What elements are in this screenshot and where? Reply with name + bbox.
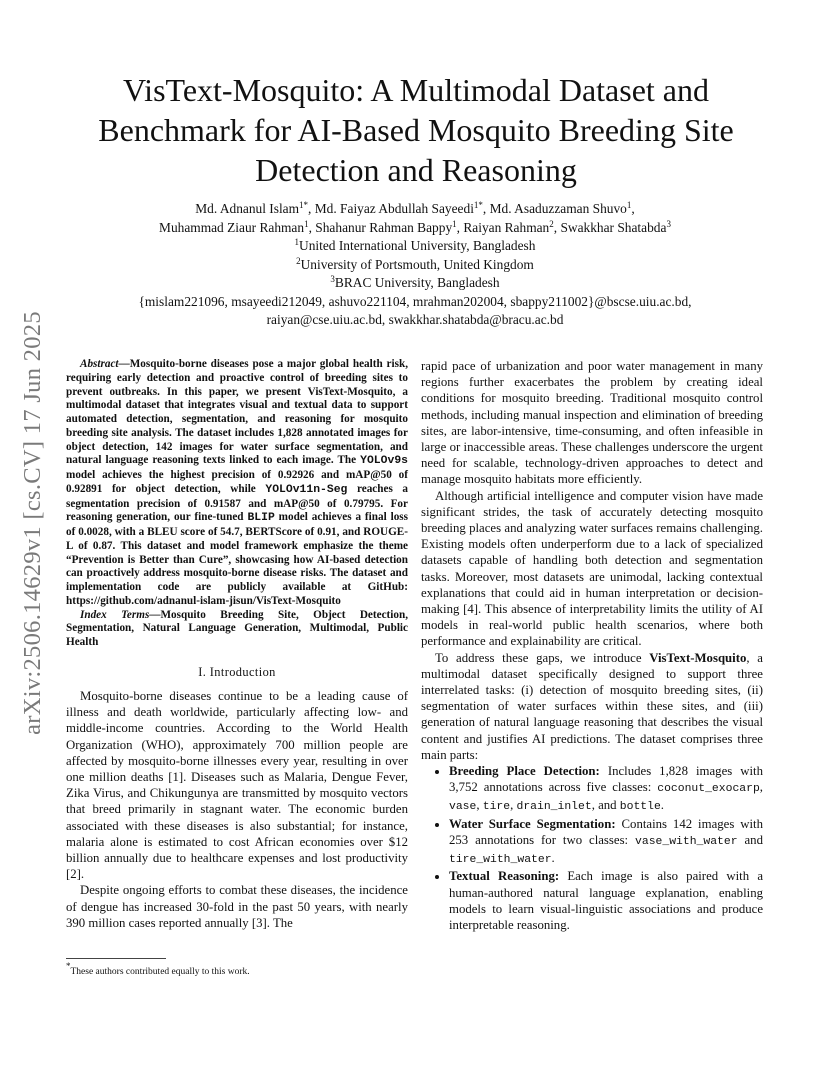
class-name: drain_inlet bbox=[516, 801, 592, 814]
author-name: Shahanur Rahman Bappy bbox=[315, 219, 453, 235]
author-affiliation-mark: 1 bbox=[626, 200, 632, 210]
intro-paragraph-3: rapid pace of urbanization and poor water management in many regions further exacerbates the problem by creating ideal conditions for mosquito breeding. Traditional mosquito control methods, including manual inspection and elimination of breeding sites, are labor-intensive, time-consuming, and often infeasible in large or inaccessible areas. These challenges underscore the urgent need for scalable, technology-driven approaches to detect and manage mosquito habitats more efficiently. bbox=[421, 359, 763, 487]
intro-paragraph-1: Mosquito-borne diseases continue to be a leading cause of illness and death worldwide, particularly affecting low- and middle-income countries. According to the World Health Organization (WHO), approximately 700 million people are affected by mosquito-borne illnesses every year, resulting in over one million deaths [1]. Diseases such as Malaria, Dengue Fever, Zika Virus, and Chikungunya are transmitted by mosquito vectors that breed primarily in stagnant water. The economic burden associated with these diseases is also substantial; for instance, malaria alone is estimated to cost African economies over $12 billion annually due to healthcare expenses and lost productivity [2]. bbox=[66, 688, 408, 882]
list-item-label: Textual Reasoning: bbox=[449, 869, 560, 884]
model-name: BLIP bbox=[247, 512, 275, 525]
author-affiliation-mark: 2 bbox=[549, 218, 554, 229]
index-terms bbox=[66, 609, 408, 650]
author-line-1: Md. Adnanul Islam$^{1*}$, Md. Faiyaz Abdullah Sayeedi$^{1*}$, Md. Asaduzzaman Shuvo$^1$, bbox=[195, 200, 635, 216]
intro-paragraph-2: Despite ongoing efforts to combat these diseases, the incidence of dengue has increased 30-fold in the past 50 years, with nearly 390 million cases reported annually [3]. The bbox=[66, 883, 408, 930]
separator: . bbox=[660, 798, 664, 813]
affiliation-2 bbox=[90, 256, 740, 275]
paragraph-text: To address these gaps, we introduce bbox=[435, 650, 650, 665]
intro-paragraph-5 bbox=[421, 650, 763, 763]
affiliation-mark: 1 bbox=[294, 237, 300, 247]
left-column bbox=[66, 358, 408, 931]
author-affiliation-mark: 1* bbox=[473, 200, 483, 210]
separator: , bbox=[759, 780, 763, 795]
list-item-label: Water Surface Segmentation: bbox=[449, 816, 616, 831]
abstract bbox=[66, 358, 408, 609]
section-heading-introduction: I. Introduction bbox=[198, 664, 276, 679]
separator: , and bbox=[591, 798, 620, 813]
author-affiliation-mark: 1 bbox=[452, 218, 457, 229]
author-affiliation-mark: 1* bbox=[299, 200, 309, 210]
author-name: Swakkhar Shatabda bbox=[560, 219, 667, 235]
list-item bbox=[449, 763, 763, 816]
footnote-mark: * bbox=[66, 961, 71, 971]
list-item-label: Breeding Place Detection: bbox=[449, 764, 600, 779]
affiliation-text: University of Portsmouth, United Kingdom bbox=[300, 256, 534, 272]
email-line-1: {mislam221096, msayeedi212049, ashuvo221104, mrahman202004, sbappy211002}@bscse.uiu.ac.bd, bbox=[138, 293, 692, 309]
class-name: tire bbox=[482, 801, 511, 814]
intro-paragraph-4: Although artificial intelligence and computer vision have made significant strides, the task of accurately detecting mosquito breeding places and analyzing water surfaces remains challenging. Existing models often underperform due to a lack of specialized datasets capable of handling both detection and segmentation tasks. Moreover, most datasets are unimodal, lacking contextual explanations that could aid in human interpretation or decision-making [4]. This absence of interpretability limits the utility of AI models in real-world public health scenarios, where both performance and explainability are critical. bbox=[421, 488, 763, 649]
class-name: vase_with_water bbox=[635, 835, 738, 848]
abstract-label: Abstract bbox=[80, 358, 119, 370]
affiliation-3 bbox=[90, 274, 740, 293]
separator: , bbox=[510, 798, 517, 813]
author-name: Raiyan Rahman bbox=[463, 219, 550, 235]
model-name: YOLOv11n-Seg bbox=[265, 483, 348, 496]
abstract-text: model achieves a final loss of 0.0028, with a BLEU score of 54.7, BERTScore of 0.91, and ROUGE-L of 0.87. This dataset and model framework emphasize the theme “Prevention is Better than Cure”, showcasing how AI-based detection can proactively address mosquito-borne disease risks. The dataset and implementation code are publicly available at GitHub: https://github.com/adnanul-islam-jisun/VisText-Mosquito bbox=[66, 511, 408, 607]
separator: and bbox=[737, 832, 763, 847]
email-line-2: raiyan@cse.uiu.ac.bd, swakkhar.shatabda@bracu.ac.bd bbox=[266, 312, 564, 327]
author-line-2: Muhammad Ziaur Rahman$^1$, Shahanur Rahman Bappy$^1$, Raiyan Rahman$^2$, Swakkhar Shatabda$^3$ bbox=[159, 218, 671, 235]
affiliation-text: United International University, Bangladesh bbox=[299, 238, 536, 253]
right-column bbox=[421, 358, 763, 933]
footnote-rule bbox=[66, 958, 166, 959]
list-item-text: Contains 142 images with 253 annotations for two classes: bbox=[449, 816, 763, 847]
list-item-text: Includes 1,828 images with 3,752 annotations across five classes: bbox=[449, 764, 763, 795]
author-block bbox=[90, 200, 740, 330]
dataset-name: VisText-Mosquito bbox=[649, 650, 747, 665]
author-name: Md. Adnanul Islam bbox=[195, 201, 300, 216]
arxiv-id: arXiv:2506.14629v1 [cs.CV] 17 Jun 2025 bbox=[19, 310, 46, 735]
affiliation-mark: 3 bbox=[330, 274, 335, 284]
class-name: bottle bbox=[619, 801, 661, 814]
separator: . bbox=[551, 851, 555, 866]
affiliation-1 bbox=[90, 237, 740, 256]
author-name: Md. Asaduzzaman Shuvo bbox=[489, 201, 627, 216]
list-item bbox=[449, 816, 763, 869]
class-name: tire_with_water bbox=[449, 854, 552, 867]
index-terms-text: —Mosquito Breeding Site, Object Detection, Segmentation, Natural Language Generation, Multimodal, Public Health bbox=[66, 608, 408, 648]
arxiv-watermark bbox=[10, 300, 56, 745]
affiliation-mark: 2 bbox=[296, 255, 301, 266]
separator: , bbox=[476, 798, 483, 813]
affiliation-text: BRAC University, Bangladesh bbox=[334, 275, 500, 290]
index-terms-label: Index Terms bbox=[80, 608, 150, 621]
paragraph-text: , a multimodal dataset specifically designed to support three interrelated tasks: (i) detection of mosquito breeding sites, (ii) segmentation of water surfaces within these sites, and (iii) generation of natural language reasoning that describes the visual content and justifies AI predictions. The dataset comprises three main parts: bbox=[421, 650, 763, 762]
list-item-text: Each image is also paired with a human-authored natural language explanation, enabling models to learn visual-linguistic associations and produce interpretable reasoning. bbox=[449, 869, 763, 932]
class-name: coconut_exocarp bbox=[657, 783, 760, 796]
abstract-text: —Mosquito-borne diseases pose a major global health risk, requiring early detection and proactive control of breeding sites to prevent outbreaks. In this paper, we present VisText-Mosquito, a multimodal dataset that integrates visual and textual data to support automated detection, segmentation, and reasoning for mosquito breeding site analysis. The dataset includes 1,828 annotated images for object detection, 142 images for water surface segmentation, and natural language reasoning texts linked to each image. The bbox=[66, 358, 408, 467]
dataset-parts-list bbox=[421, 763, 763, 933]
list-item bbox=[449, 868, 763, 933]
author-affiliation-mark: 1 bbox=[304, 218, 309, 229]
abstract-text: reaches a segmentation precision of 0.91587 and mAP@50 of 0.79795. For reasoning generation, our fine-tuned bbox=[66, 482, 408, 524]
author-name: Muhammad Ziaur Rahman bbox=[159, 219, 305, 235]
model-name: YOLOv9s bbox=[360, 455, 408, 468]
class-name: vase bbox=[449, 801, 477, 814]
footnote bbox=[66, 958, 408, 978]
abstract-text: model achieves the highest precision of 0.92926 and mAP@50 of 0.92891 for object detection, while bbox=[66, 469, 408, 495]
author-name: Md. Faiyaz Abdullah Sayeedi bbox=[314, 201, 474, 216]
paper-title: VisText-Mosquito: A Multimodal Dataset and Benchmark for AI-Based Mosquito Breeding Site Detection and Reasoning bbox=[98, 72, 734, 188]
footnote-text: These authors contributed equally to this work. bbox=[70, 967, 250, 977]
author-affiliation-mark: 3 bbox=[666, 218, 671, 229]
